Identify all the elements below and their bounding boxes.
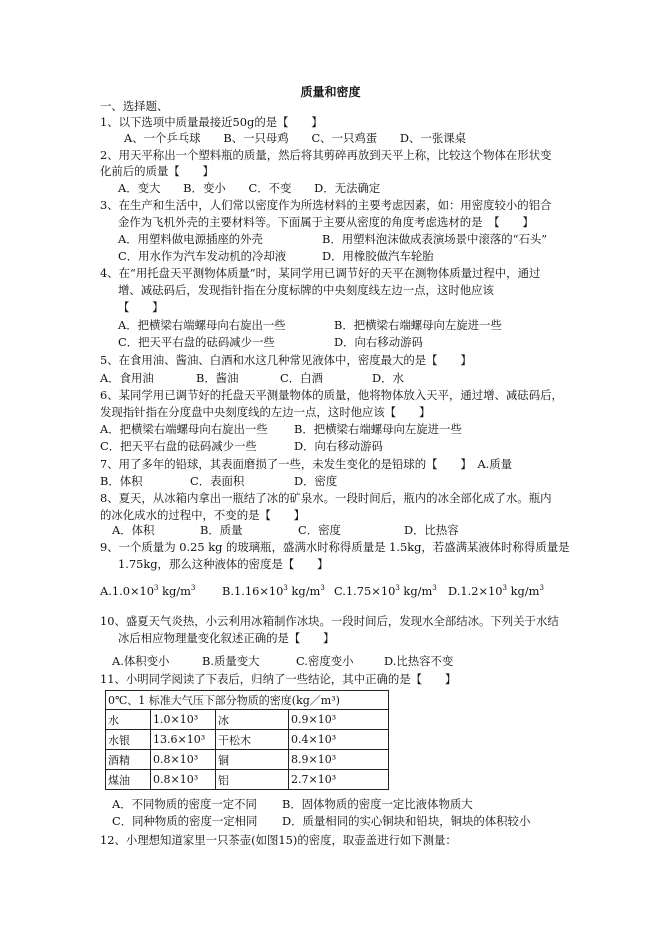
question-8-option-b: B．质量 <box>200 523 243 537</box>
question-10-option-c: C.密度变小 <box>296 654 354 668</box>
table-cell: 0.8×10³ <box>151 770 216 790</box>
question-3-option-a: A．用塑料做电源插座的外壳 <box>118 232 263 246</box>
question-6-cont: 发现指针指在分度盘中央刻度线的左边一点，这时他应该【 】 <box>100 405 431 419</box>
section-heading: 一、选择题、 <box>100 99 169 113</box>
question-4-option-c: C．把天平右盘的砝码减少一些 <box>118 335 275 349</box>
question-10: 10、盛夏天气炎热，小云利用冰箱制作冰块。一段时间后，发现水全部结冰。下列关于水结 <box>100 614 559 628</box>
question-9-cont: 1.75kg，那么这种液体的密度是【 】 <box>118 557 329 571</box>
question-2: 2、用天平称出一个塑料瓶的质量，然后将其剪碎再放到天平上称，比较这个物体在形状变 <box>100 148 552 162</box>
document-title: 质量和密度 <box>300 85 361 99</box>
question-3-option-b: B．用塑料泡沫做成表演场景中滚落的“石头” <box>322 232 548 246</box>
table-cell: 冰 <box>216 710 289 730</box>
question-7-option-b: B．体积 <box>100 474 143 488</box>
question-3: 3、在生产和生活中，人们常以密度作为所选材料的主要考虑因素，如：用密度较小的铝合 <box>100 198 552 212</box>
question-7-option-c: C．表面积 <box>190 474 245 488</box>
density-table <box>105 690 389 790</box>
question-2-options: A．变大 B．变小 C．不变 D．无法确定 <box>118 181 381 195</box>
question-8-option-c: C．密度 <box>298 523 341 537</box>
question-12: 12、小理想知道家里一只茶壶(如图15)的密度，取壶盖进行如下测量： <box>100 833 457 847</box>
table-row <box>106 730 389 750</box>
table-row <box>106 710 389 730</box>
table-cell: 0.8×10³ <box>151 750 216 770</box>
question-1: 1、以下选项中质量最接近50g的是【 】 <box>100 115 323 129</box>
question-7-option-d: D．密度 <box>294 474 338 488</box>
question-5-option-d: D．水 <box>372 371 404 385</box>
question-9-option-b: $B.1.16\times 10^3$ $kg/m^3$ <box>222 584 325 598</box>
table-cell: 铝 <box>216 770 289 790</box>
question-1-options: A、一个乒乓球 B、一只母鸡 C、一只鸡蛋 D、一张课桌 <box>124 131 466 145</box>
table-cell: 1.0×10³ <box>151 710 216 730</box>
question-11-option-a: A．不同物质的密度一定不同 <box>112 797 257 811</box>
question-9-option-c: $C.1.75\times 10^3$ $kg/m^3$ <box>334 584 437 598</box>
question-5-option-c: C．白酒 <box>280 371 323 385</box>
question-5-option-b: B．酱油 <box>196 371 239 385</box>
table-cell: 煤油 <box>106 770 151 790</box>
density-table-header: 0℃、1 标准大气压下部分物质的密度(kg／m³) <box>106 691 389 710</box>
table-cell: 13.6×10³ <box>151 730 216 750</box>
question-11-option-d: D．质量相同的实心铜块和铅块，铜块的体积较小 <box>282 814 531 828</box>
question-4-option-d: D．向右移动游码 <box>334 335 423 349</box>
question-11-option-c: C．同种物质的密度一定相同 <box>112 814 258 828</box>
question-4: 4、在“用托盘天平测物体质量”时，某同学用已调节好的天平在测物体质量过程中，通过 <box>100 266 541 280</box>
table-row <box>106 770 389 790</box>
question-4-option-a: A．把横梁右端螺母向右旋出一些 <box>118 318 286 332</box>
question-4-option-b: B．把横梁右端螺母向左旋进一些 <box>334 318 502 332</box>
question-4-bracket: 【 】 <box>118 300 164 314</box>
question-10-option-b: B.质量变大 <box>202 654 260 668</box>
table-cell: 铜 <box>216 750 289 770</box>
table-cell: 干松木 <box>216 730 289 750</box>
question-9-option-a: $A.1.0\times 10^3$ $kg/m^3$ <box>100 584 196 598</box>
question-11-option-b: B．固体物质的密度一定比液体物质大 <box>282 797 473 811</box>
question-8-cont: 的冰化成水的过程中，不变的是【 】 <box>100 508 306 522</box>
question-5-option-a: A．食用油 <box>100 371 154 385</box>
question-3-cont: 金作为飞机外壳的主要材料等。下面属于主要从密度的角度考虑选材的是 【 】 <box>118 215 534 229</box>
question-6-option-c: C．把天平右盘的砝码减少一些 <box>100 439 257 453</box>
question-10-option-d: D.比热容不变 <box>384 654 454 668</box>
question-9: 9、一个质量为 0.25 kg 的玻璃瓶，盛满水时称得质量是 1.5kg，若盛满某液体时称得质量是 <box>100 540 570 554</box>
table-row <box>106 750 389 770</box>
question-6-option-d: D．向右移动游码 <box>294 439 383 453</box>
question-6-option-b: B．把横梁右端螺母向左旋进一些 <box>294 422 462 436</box>
question-4-cont: 增、减砝码后，发现指针指在分度标牌的中央刻度线左边一点，这时他应该 <box>118 283 494 297</box>
table-cell: 2.7×10³ <box>289 770 389 790</box>
question-5: 5、在食用油、酱油、白酒和水这几种常见液体中，密度最大的是【 】 <box>100 353 472 367</box>
question-6: 6、某同学用已调节好的托盘天平测量物体的质量，他将物体放入天平，通过增、减砝码后， <box>100 388 563 402</box>
question-2-cont: 化前后的质量【 】 <box>100 164 214 178</box>
question-9-option-d: $D.1.2\times 10^3$ $kg/m^3$ <box>448 584 544 598</box>
question-8: 8、夏天，从冰箱内拿出一瓶结了冰的矿泉水。一段时间后，瓶内的冰全部化成了水。瓶内 <box>100 491 552 505</box>
table-cell: 水 <box>106 710 151 730</box>
table-cell: 酒精 <box>106 750 151 770</box>
question-6-option-a: A．把横梁右端螺母向右旋出一些 <box>100 422 268 436</box>
table-cell: 0.9×10³ <box>289 710 389 730</box>
table-cell: 0.4×10³ <box>289 730 389 750</box>
table-cell: 水银 <box>106 730 151 750</box>
question-8-option-a: A．体积 <box>112 523 155 537</box>
question-10-cont: 冰后相应物理量变化叙述正确的是【 】 <box>118 631 335 645</box>
question-10-option-a: A.体积变小 <box>112 654 170 668</box>
question-3-option-c: C．用水作为汽车发动机的冷却液 <box>118 249 287 263</box>
question-7: 7、用了多年的铅球，其表面磨损了一些，未发生变化的是铅球的【 】 A.质量 <box>100 457 513 471</box>
question-8-option-d: D．比热容 <box>404 523 459 537</box>
table-cell: 8.9×10³ <box>289 750 389 770</box>
question-11: 11、小明同学阅读了下表后，归纳了一些结论，其中正确的是【 】 <box>100 672 457 686</box>
question-3-option-d: D．用橡胶做汽车轮胎 <box>322 249 434 263</box>
